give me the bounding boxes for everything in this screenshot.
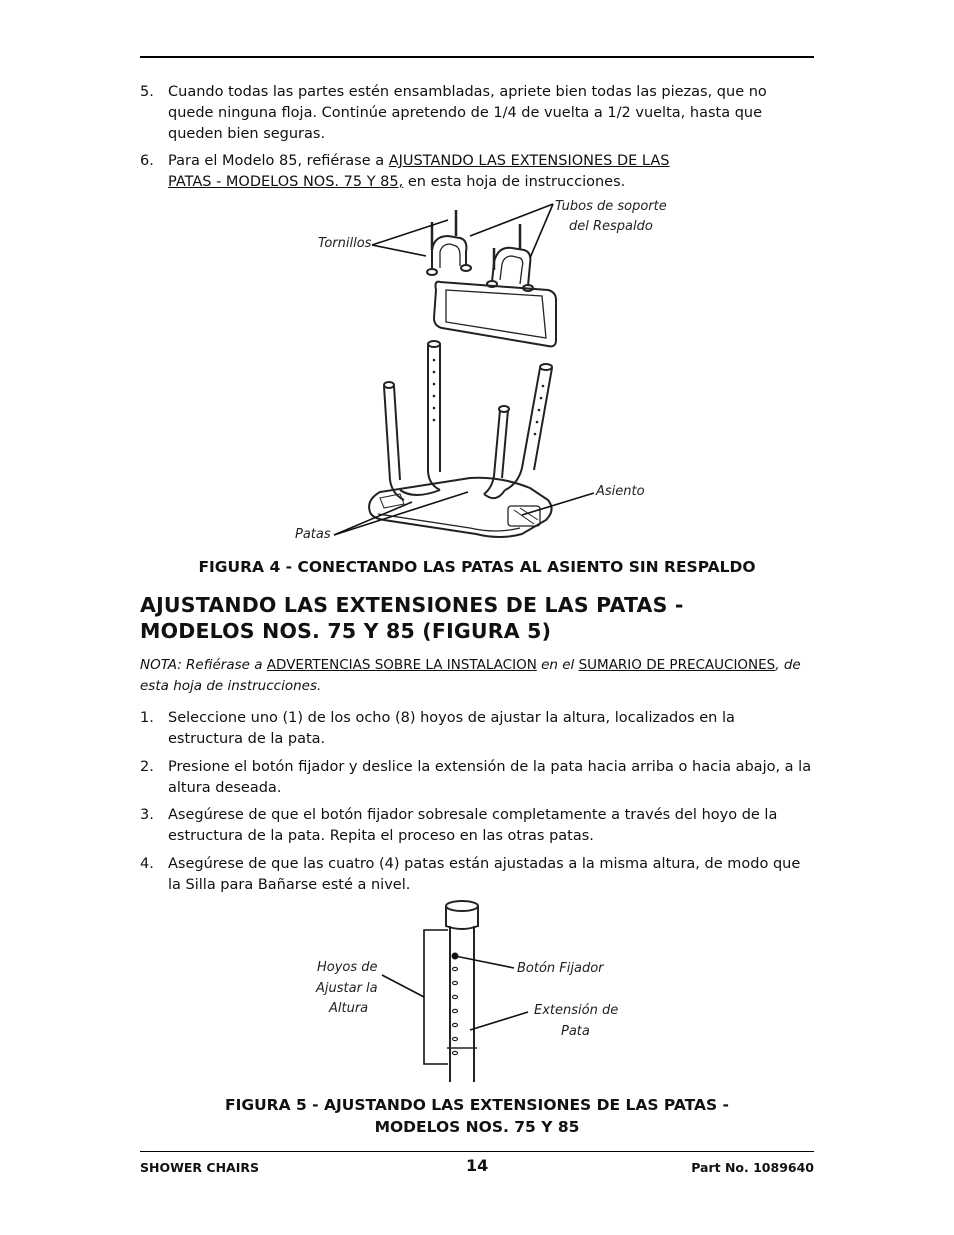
step-text: Seleccione uno (1) de los ocho (8) hoyos de ajustar la altura, localizados en la estructura de la pata. [168, 710, 735, 747]
note-post: , de esta hoja de instrucciones. [140, 657, 801, 694]
label-extension-line1: Extensión de [534, 1003, 619, 1018]
label-extension-line2: Pata [561, 1024, 590, 1039]
step-text: Cuando todas las partes estén ensambladas, apriete bien todas las piezas, que no quede ninguna floja. Continúe apretendo de 1/4 de vuelta a 1/2 vuelta, hasta que queden bien seguras. [168, 84, 767, 142]
section-heading-line1: AJUSTANDO LAS EXTENSIONES DE LAS PATAS - [140, 593, 684, 617]
bottom-rule [140, 1151, 814, 1152]
figure-5-caption-line1: FIGURA 5 - AJUSTANDO LAS EXTENSIONES DE LAS PATAS - [225, 1096, 729, 1114]
figure-5-caption-line2: MODELOS NOS. 75 Y 85 [374, 1118, 580, 1136]
step-text-post: en esta hoja de instrucciones. [403, 174, 626, 190]
step-number: 1. [140, 710, 154, 726]
label-patas: Patas [295, 527, 331, 542]
link-sumario[interactable]: SUMARIO DE PRECAUCIONES [578, 657, 776, 673]
label-hoyos-line1: Hoyos de [317, 960, 378, 975]
label-tubos-line1: Tubos de soporte [555, 199, 667, 214]
figure-4-caption: FIGURA 4 - CONECTANDO LAS PATAS AL ASIENTO SIN RESPALDO [198, 558, 756, 576]
step-text-pre: Para el Modelo 85, refiérase a [168, 153, 389, 169]
label-asiento: Asiento [596, 484, 645, 499]
step-number: 4. [140, 856, 154, 872]
note-pre: NOTA: Refiérase a [140, 657, 267, 673]
step-text: Asegúrese de que el botón fijador sobresale completamente a través del hoyo de la estructura de la pata. Repita el proceso en las otras patas. [168, 807, 778, 844]
footer-part-number: Part No. 1089640 [691, 1160, 814, 1175]
label-hoyos-line2: Ajustar la [316, 981, 378, 996]
section-reference-link[interactable]: AJUSTANDO LAS EXTENSIONES DE LAS PATAS - MODELOS NOS. 75 Y 85, [168, 153, 670, 190]
page-number: 14 [466, 1156, 489, 1175]
step-number: 6. [140, 153, 154, 169]
step-number: 5. [140, 84, 154, 100]
label-hoyos-line3: Altura [329, 1001, 369, 1016]
step-number: 2. [140, 759, 154, 775]
link-advertencias[interactable]: ADVERTENCIAS SOBRE LA INSTALACION [266, 657, 537, 673]
label-boton-fijador: Botón Fijador [517, 961, 604, 976]
note-mid: en el [536, 657, 579, 673]
step-number: 3. [140, 807, 154, 823]
step-text: Asegúrese de que las cuatro (4) patas están ajustadas a la misma altura, de modo que la Silla para Bañarse esté a nivel. [168, 856, 801, 893]
section-heading-line2: MODELOS NOS. 75 Y 85 (FIGURA 5) [140, 619, 552, 643]
step-text: Presione el botón fijador y deslice la extensión de la pata hacia arriba o hacia abajo, a la altura deseada. [168, 759, 812, 796]
footer-product: SHOWER CHAIRS [140, 1160, 259, 1175]
label-tornillos: Tornillos [318, 236, 372, 251]
label-tubos-line2: del Respaldo [569, 219, 653, 234]
